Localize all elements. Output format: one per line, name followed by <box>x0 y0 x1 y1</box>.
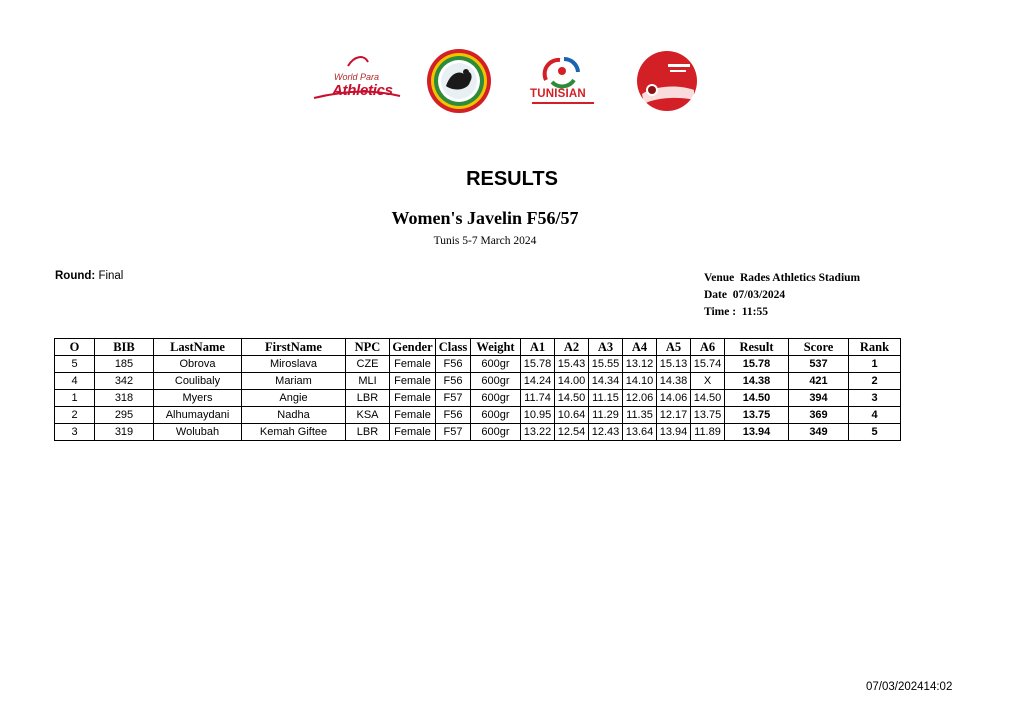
header-cell: A2 <box>555 339 589 356</box>
tunis-grand-prix-logo <box>634 50 700 112</box>
page-title: RESULTS <box>466 168 558 190</box>
table-cell: Alhumaydani <box>154 407 242 424</box>
table-cell: F57 <box>436 390 471 407</box>
table-cell: 13.64 <box>623 424 657 441</box>
table-cell: 14.50 <box>555 390 589 407</box>
table-cell: 12.43 <box>589 424 623 441</box>
table-cell: LBR <box>346 424 390 441</box>
table-cell: 14.06 <box>657 390 691 407</box>
table-cell: 13.22 <box>521 424 555 441</box>
table-cell: Nadha <box>242 407 346 424</box>
table-cell: X <box>691 373 725 390</box>
table-cell: 600gr <box>471 407 521 424</box>
venue-value: Rades Athletics Stadium <box>740 272 861 284</box>
table-cell: 3 <box>55 424 95 441</box>
table-cell: 12.17 <box>657 407 691 424</box>
table-cell: Angie <box>242 390 346 407</box>
header-cell: A5 <box>657 339 691 356</box>
table-cell: F57 <box>436 424 471 441</box>
table-cell: Wolubah <box>154 424 242 441</box>
table-cell: MLI <box>346 373 390 390</box>
table-cell: 15.78 <box>725 356 789 373</box>
table-cell: 2 <box>849 373 901 390</box>
table-cell: 15.74 <box>691 356 725 373</box>
header-cell: Gender <box>390 339 436 356</box>
event-dates: Tunis 5-7 March 2024 <box>433 235 537 247</box>
header-cell: Rank <box>849 339 901 356</box>
round-label: Round: <box>55 270 96 282</box>
time-value: 11:55 <box>741 306 768 318</box>
table-cell: Female <box>390 373 436 390</box>
table-cell: 13.94 <box>657 424 691 441</box>
table-cell: 5 <box>55 356 95 373</box>
table-cell: CZE <box>346 356 390 373</box>
time-line <box>704 304 860 321</box>
table-cell: 14.50 <box>725 390 789 407</box>
table-cell: 319 <box>95 424 154 441</box>
table-cell: 11.15 <box>589 390 623 407</box>
table-cell: 185 <box>95 356 154 373</box>
header-cell: A4 <box>623 339 657 356</box>
table-cell: 2 <box>55 407 95 424</box>
header-cell: Score <box>789 339 849 356</box>
table-cell: 600gr <box>471 373 521 390</box>
table-cell: 14.38 <box>657 373 691 390</box>
table-cell: 10.64 <box>555 407 589 424</box>
table-cell: 11.29 <box>589 407 623 424</box>
table-cell: 11.35 <box>623 407 657 424</box>
table-cell: 421 <box>789 373 849 390</box>
table-row <box>55 407 901 424</box>
venue-info <box>704 270 860 321</box>
table-cell: 13.12 <box>623 356 657 373</box>
table-cell: KSA <box>346 407 390 424</box>
table-cell: 600gr <box>471 356 521 373</box>
table-cell: 15.43 <box>555 356 589 373</box>
table-cell: 1 <box>849 356 901 373</box>
header-cell: FirstName <box>242 339 346 356</box>
table-cell: 12.06 <box>623 390 657 407</box>
table-cell: F56 <box>436 356 471 373</box>
header-cell: A6 <box>691 339 725 356</box>
date-value: 07/03/2024 <box>732 289 786 301</box>
table-cell: 13.94 <box>725 424 789 441</box>
table-cell: 14.34 <box>589 373 623 390</box>
table-cell: 349 <box>789 424 849 441</box>
table-cell: Female <box>390 407 436 424</box>
date-label: Date <box>704 289 727 301</box>
results-table <box>54 338 901 441</box>
table-cell: 3 <box>849 390 901 407</box>
table-cell: Kemah Giftee <box>242 424 346 441</box>
table-cell: Female <box>390 390 436 407</box>
table-cell: 5 <box>849 424 901 441</box>
table-cell: 14.24 <box>521 373 555 390</box>
table-cell: 12.54 <box>555 424 589 441</box>
header-cell: LastName <box>154 339 242 356</box>
table-cell: Myers <box>154 390 242 407</box>
table-cell: 14.38 <box>725 373 789 390</box>
table-cell: F56 <box>436 407 471 424</box>
table-header-row <box>55 339 901 356</box>
table-cell: 13.75 <box>691 407 725 424</box>
table-cell: 11.74 <box>521 390 555 407</box>
table-cell: 4 <box>55 373 95 390</box>
table-row <box>55 424 901 441</box>
table-cell: Female <box>390 356 436 373</box>
table-cell: 14.50 <box>691 390 725 407</box>
sponsor-logos <box>0 42 1024 118</box>
table-cell: Female <box>390 424 436 441</box>
table-row <box>55 390 901 407</box>
table-row <box>55 356 901 373</box>
header-cell: Result <box>725 339 789 356</box>
table-cell: Mariam <box>242 373 346 390</box>
table-cell: Obrova <box>154 356 242 373</box>
results-body <box>55 356 901 441</box>
national-olympic-emblem-logo <box>424 48 494 114</box>
table-cell: Miroslava <box>242 356 346 373</box>
table-cell: 342 <box>95 373 154 390</box>
header-cell: O <box>55 339 95 356</box>
table-cell: 600gr <box>471 390 521 407</box>
table-cell: 10.95 <box>521 407 555 424</box>
table-cell: 14.00 <box>555 373 589 390</box>
header-cell: NPC <box>346 339 390 356</box>
world-para-athletics-logo: World Para Athletics <box>308 52 408 104</box>
venue-line <box>704 270 860 287</box>
header-cell: Class <box>436 339 471 356</box>
table-cell: 600gr <box>471 424 521 441</box>
event-name: Women's Javelin F56/57 <box>391 208 579 228</box>
table-row <box>55 373 901 390</box>
venue-label: Venue <box>704 272 735 284</box>
table-cell: Coulibaly <box>154 373 242 390</box>
table-cell: 1 <box>55 390 95 407</box>
table-cell: 4 <box>849 407 901 424</box>
table-cell: 15.55 <box>589 356 623 373</box>
round-info <box>55 270 123 282</box>
table-cell: LBR <box>346 390 390 407</box>
time-label: Time : <box>704 306 737 318</box>
print-timestamp: 07/03/202414:02 <box>866 681 953 693</box>
table-cell: 318 <box>95 390 154 407</box>
round-value: Final <box>98 270 124 282</box>
table-cell: 14.10 <box>623 373 657 390</box>
table-cell: 15.13 <box>657 356 691 373</box>
header-cell: A1 <box>521 339 555 356</box>
table-cell: 11.89 <box>691 424 725 441</box>
tunisian-logo-underline <box>532 102 594 110</box>
table-cell: 537 <box>789 356 849 373</box>
table-cell: 13.75 <box>725 407 789 424</box>
date-line <box>704 287 860 304</box>
tunisian-paralympic-committee-logo: TUNISIAN <box>528 50 598 116</box>
table-cell: 394 <box>789 390 849 407</box>
table-cell: F56 <box>436 373 471 390</box>
table-cell: 369 <box>789 407 849 424</box>
header-cell: BIB <box>95 339 154 356</box>
table-cell: 15.78 <box>521 356 555 373</box>
table-cell: 295 <box>95 407 154 424</box>
header-cell: Weight <box>471 339 521 356</box>
header-cell: A3 <box>589 339 623 356</box>
